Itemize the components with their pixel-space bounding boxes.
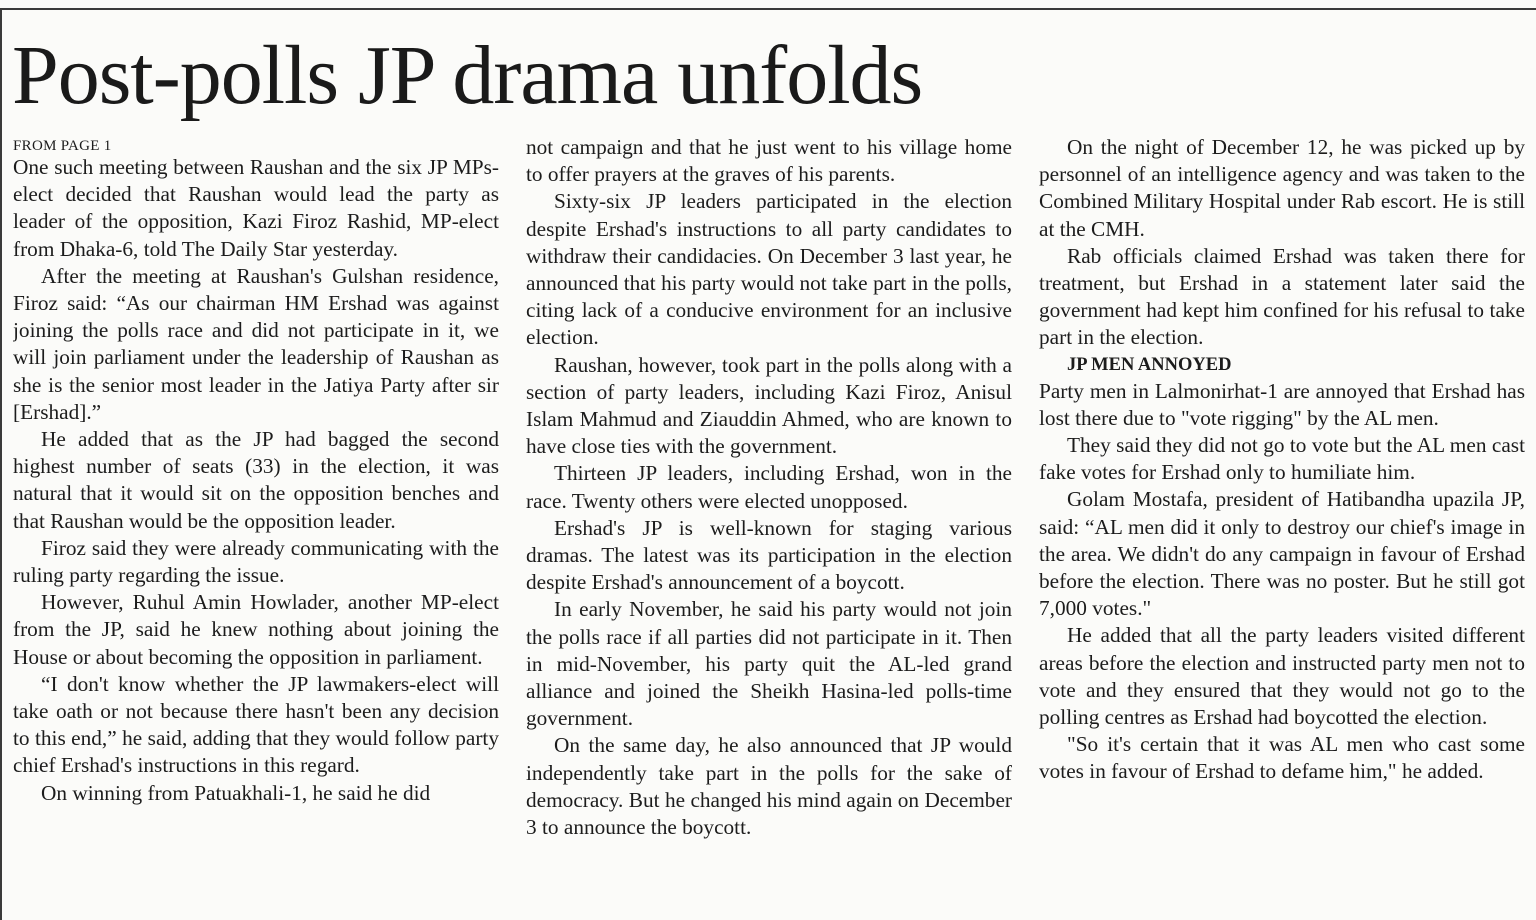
subheading: JP MEN ANNOYED — [1067, 354, 1232, 375]
paragraph: Ershad's JP is well-known for staging various dramas. The latest was its participation in the election despite Ershad's announcement of a boycott. — [526, 515, 1012, 595]
paragraph: He added that as the JP had bagged the second highest number of seats (33) in the election, it was natural that it would sit on the opposition benches and that Raushan would be the opposition leader. — [13, 427, 499, 533]
paragraph: On winning from Patuakhali-1, he said he did — [41, 780, 431, 805]
paragraph: They said they did not go to vote but the AL men cast fake votes for Ershad only to humiliate him. — [1039, 433, 1525, 485]
paragraph: He added that all the party leaders visited different areas before the election and instructed party men not to vote and they ensured that they would not go to the polling centres as Ershad had boycotted the election. — [1039, 623, 1525, 730]
paragraph: Golam Mostafa, president of Hatibandha upazila JP, said: “AL men did it only to destroy our chief's image in the area. We didn't do any campaign in favour of Ershad before the election. There was no poster. But he still got 7,000 votes." — [1039, 487, 1525, 621]
paragraph: Raushan, however, took part in the polls along with a section of party leaders, including Kazi Firoz, Anisul Islam Mahmud and Ziauddin Ahmed, who are known to have close ties with the government. — [526, 352, 1012, 459]
paragraph: Firoz said they were already communicating with the ruling party regarding the issue. — [13, 535, 499, 588]
paragraph: In early November, he said his party would not join the polls race if all parties did not participate in it. Then in mid-November, his party quit the AL-led grand alliance and joined the Sheikh Hasina-led polls-time government. — [526, 597, 1012, 731]
article-column-2 — [526, 134, 1012, 920]
headline: Post-polls JP drama unfolds — [12, 29, 923, 122]
paragraph: One such meeting between Raushan and the six JP MPs-elect decided that Raushan would lead the party as leader of the opposition, Kazi Firoz Rashid, MP-elect from Dhaka-6, told The Daily Star yesterday. — [13, 155, 499, 261]
paragraph: Rab officials claimed Ershad was taken there for treatment, but Ershad in a statement later said the government had kept him confined for his refusal to take part in the election. — [1039, 243, 1525, 350]
kicker: FROM PAGE 1 — [13, 138, 112, 154]
paragraph: On the same day, he also announced that JP would independently take part in the polls for the sake of democracy. But he changed his mind again on December 3 to announce the boycott. — [526, 733, 1012, 840]
paragraph: Thirteen JP leaders, including Ershad, won in the race. Twenty others were elected unopposed. — [526, 461, 1012, 513]
paragraph: not campaign and that he just went to his village home to offer prayers at the graves of his parents. — [526, 135, 1012, 187]
article-column-1 — [13, 134, 499, 920]
paragraph: Party men in Lalmonirhat-1 are annoyed that Ershad has lost there due to "vote rigging" by the AL men. — [1039, 378, 1525, 430]
paragraph: Sixty-six JP leaders participated in the election despite Ershad's instructions to all party candidates to withdraw their candidacies. On December 3 last year, he announced that his party would not take part in the polls, citing lack of a conducive environment for an inclusive election. — [526, 189, 1012, 350]
paragraph: “I don't know whether the JP lawmakers-elect will take oath or not because there hasn't been any decision to this end,” he said, adding that they would follow party chief Ershad's instructions in this regard. — [13, 671, 499, 778]
paragraph: After the meeting at Raushan's Gulshan residence, Firoz said: “As our chairman HM Ershad was against joining the polls race and did not participate in it, we will join parliament under the leadership of Raushan as she is the senior most leader in the Jatiya Party after sir [Ershad].” — [13, 263, 499, 424]
left-rule — [0, 8, 2, 920]
article-column-3 — [1039, 134, 1525, 920]
paragraph: On the night of December 12, he was picked up by personnel of an intelligence agency and was taken to the Combined Military Hospital under Rab escort. He is still at the CMH. — [1039, 135, 1525, 241]
paragraph: However, Ruhul Amin Howlader, another MP-elect from the JP, said he knew nothing about joining the House or about becoming the opposition in parliament. — [13, 590, 499, 669]
paragraph: "So it's certain that it was AL men who cast some votes in favour of Ershad to defame him," he added. — [1039, 732, 1525, 784]
top-rule — [0, 8, 1536, 10]
